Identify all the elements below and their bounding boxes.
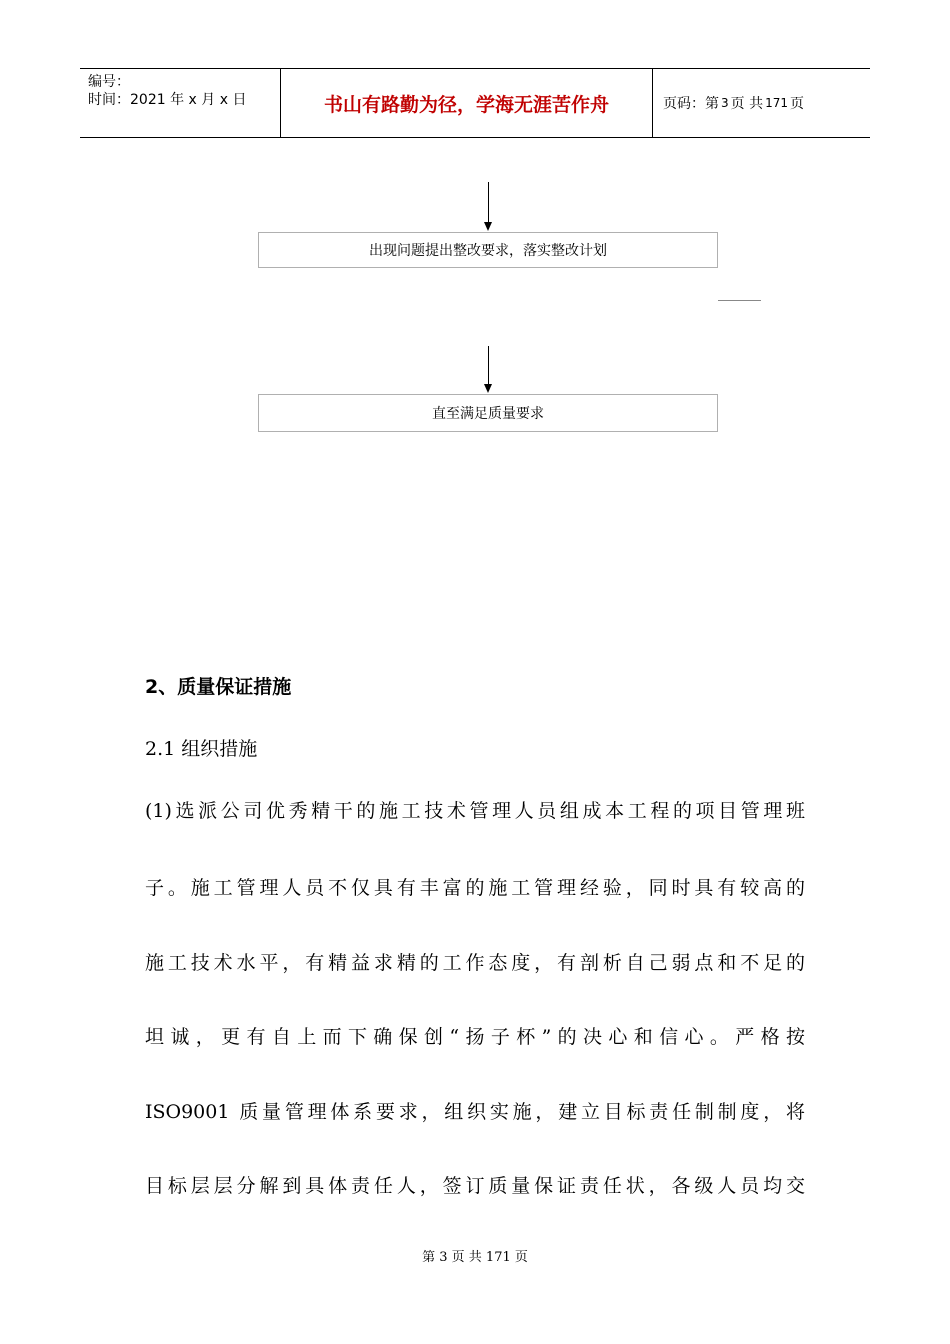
flow-arrow-1-icon (484, 222, 492, 231)
flow-arrow-2-icon (484, 384, 492, 393)
header-motto: 书山有路勤为径，学海无涯苦作舟 (281, 69, 653, 137)
page-total: 171 (765, 96, 788, 110)
flow-connector-1 (488, 182, 489, 224)
flow-box-meet-requirements: 直至满足质量要求 (258, 394, 718, 432)
flow-connector-2 (488, 346, 489, 386)
paragraph-line: 目标层层分解到具体责任人，签订质量保证责任状，各级人员均交 (145, 1175, 805, 1197)
paragraph-line: 施工技术水平，有精益求精的工作态度，有剖析自己弱点和不足的 (145, 952, 805, 974)
paragraph-line: 子。施工管理人员不仅具有丰富的施工管理经验，同时具有较高的 (145, 877, 805, 899)
page-footer: 第 3 页 共 171 页 (422, 1250, 528, 1265)
page-mid: 页 共 (730, 96, 764, 112)
section-heading: 2、质量保证措施 (145, 676, 292, 698)
paragraph-line: 坦诚，更有自上而下确保创“扬子杯”的决心和信心。严格按 (145, 1026, 805, 1048)
document-date: 时间：2021 年 x 月 x 日 (88, 92, 247, 108)
flow-side-line (718, 300, 761, 301)
paragraph-line: ISO9001 质量管理体系要求，组织实施，建立目标责任制制度，将 (145, 1101, 805, 1123)
page-header (80, 68, 870, 138)
header-page-info (653, 69, 870, 137)
flow-box-rectify: 出现问题提出整改要求，落实整改计划 (258, 232, 718, 268)
header-meta (80, 69, 281, 137)
page-suffix: 页 (790, 96, 804, 112)
page-prefix: 页码：第 (663, 96, 719, 112)
page-current: 3 (721, 96, 729, 110)
document-number-label: 编号： (88, 74, 130, 90)
paragraph-line: (1)选派公司优秀精干的施工技术管理人员组成本工程的项目管理班 (145, 800, 805, 822)
subsection-heading: 2.1 组织措施 (145, 738, 258, 760)
